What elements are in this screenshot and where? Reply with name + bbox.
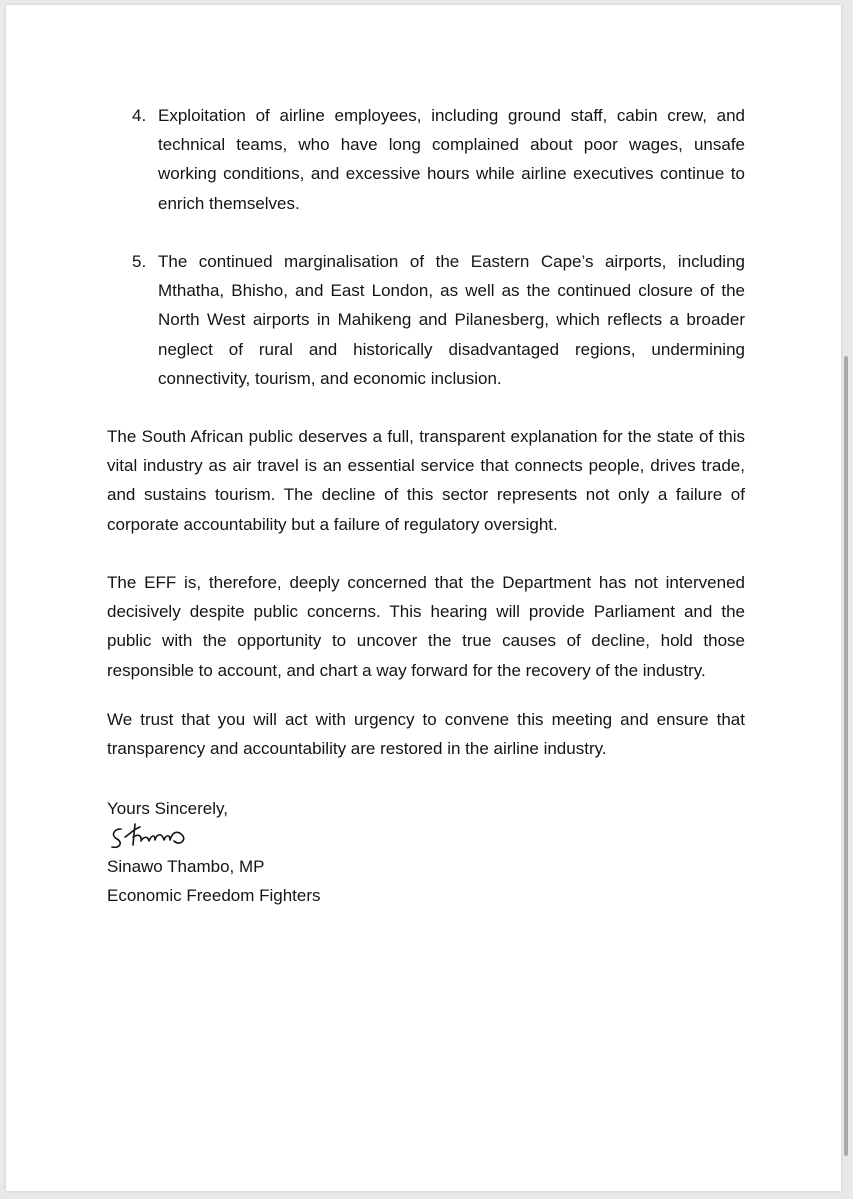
paragraph-eff-concern: The EFF is, therefore, deeply concerned that the Department has not intervened decisively despite public concerns. This hearing will provide Parliament and the public with the opportunity to uncover the true causes of decline, hold those responsible to account, and chart a way forward for the recovery of the industry.	[107, 573, 745, 680]
signatory-name: Sinawo Thambo, MP	[107, 857, 265, 876]
paragraph-urgency-request: We trust that you will act with urgency to convene this meeting and ensure that transparency and accountability are restored in the airline industry.	[107, 710, 745, 759]
list-item-text: The continued marginalisation of the Eastern Cape’s airports, including Mthatha, Bhisho, and East London, as well as the continued closure of the North West airports in Mahikeng and Pilanesberg, which reflects a broader neglect of rural and historically disadvantaged regions, undermining connectivity, tourism, and economic inclusion.	[158, 252, 745, 388]
list-item-number: 4.	[132, 106, 147, 125]
closing-salutation: Yours Sincerely,	[107, 799, 228, 818]
paragraph-public-explanation: The South African public deserves a full, transparent explanation for the state of this vital industry as air travel is an essential service that connects people, drives trade, and sustains tourism. The decline of this sector represents not only a failure of corporate accountability but a failure of regulatory oversight.	[107, 427, 745, 534]
list-item-number: 5.	[132, 252, 147, 271]
vertical-scrollbar[interactable]	[844, 356, 848, 1156]
handwritten-signature	[107, 820, 197, 852]
signatory-organization: Economic Freedom Fighters	[107, 886, 321, 905]
list-item-text: Exploitation of airline employees, including ground staff, cabin crew, and technical teams, who have long complained about poor wages, unsafe working conditions, and excessive hours while airline executives continue to enrich themselves.	[158, 106, 745, 213]
